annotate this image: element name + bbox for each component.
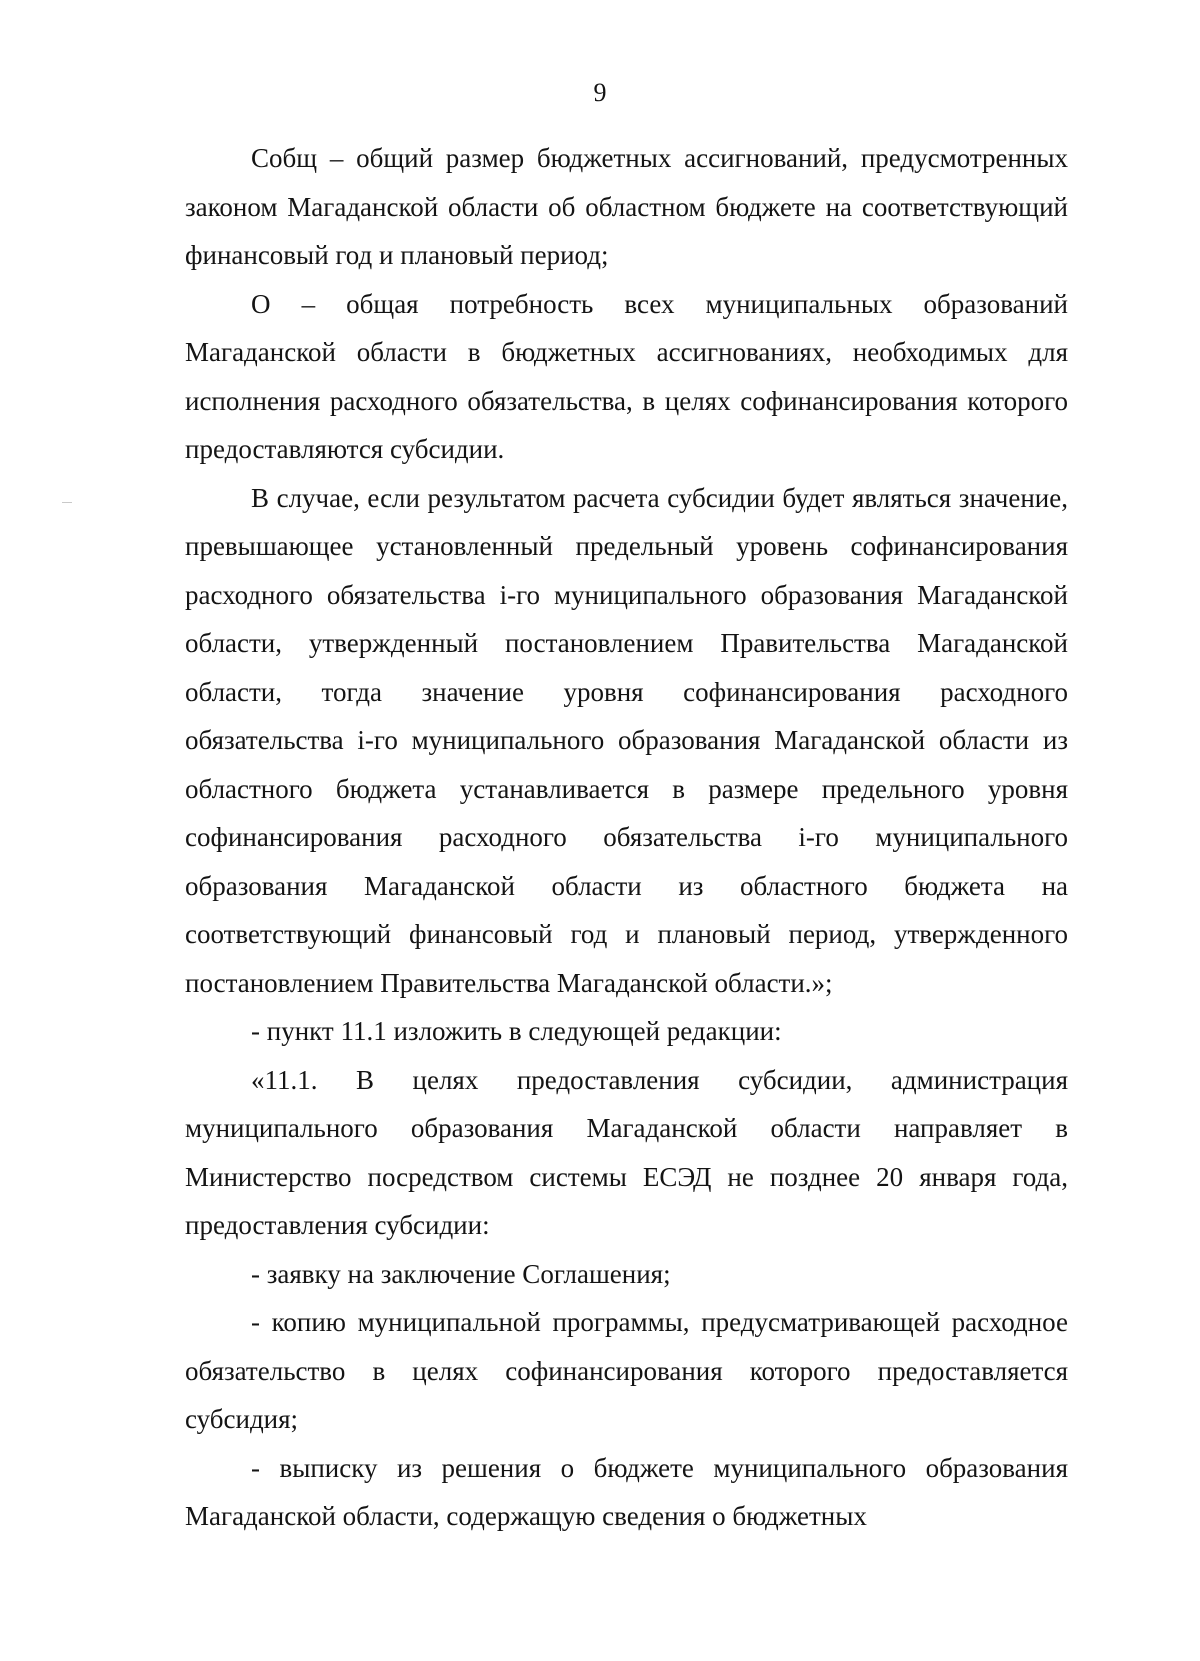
list-item-budget-extract: - выписку из решения о бюджете муниципального образования Магаданской области, содержащую сведения о бюджетных — [185, 1452, 1068, 1531]
scan-margin-mark — [62, 502, 72, 503]
paragraph-clause-11-1: «11.1. В целях предоставления субсидии, администрация муниципального образования Магаданской области направляет в Министерство посредством системы ЕСЭД не позднее 20 января года, предоставления субсидии: — [185, 1064, 1068, 1240]
list-item-application: - заявку на заключение Соглашения; — [251, 1258, 671, 1289]
list-item-program-copy: - копию муниципальной программы, предусматривающей расходное обязательство в целях софинансирования которого предоставляется субсидия; — [185, 1307, 1068, 1434]
paragraph-limit-case: В случае, если результатом расчета субсидии будет являться значение, превышающее установленный предельный уровень софинансирования расходного обязательства i-го муниципального образования Магаданской области, утвержденный постановлением Правительства Магаданской области, тогда значение уровня софинансирования расходного обязательства i-го муниципального образования Магаданской области из областного бюджета устанавливается в размере предельного уровня софинансирования расходного обязательства i-го муниципального образования Магаданской области из областного бюджета на соответствующий финансовый год и плановый период, утвержденного постановлением Правительства Магаданской области.»; — [185, 482, 1068, 998]
page-number: 9 — [593, 78, 607, 107]
paragraph-amend-clause: - пункт 11.1 изложить в следующей редакции: — [251, 1016, 782, 1046]
paragraph-o-definition: О – общая потребность всех муниципальных образований Магаданской области в бюджетных ассигнованиях, необходимых для исполнения расходного обязательства, в целях софинансирования которого предоставляются субсидии. — [185, 288, 1068, 464]
document-body — [185, 134, 1068, 1541]
paragraph-sobshch-definition: Собщ – общий размер бюджетных ассигнований, предусмотренных законом Магаданской области об областном бюджете на соответствующий финансовый год и плановый период; — [185, 143, 1068, 270]
